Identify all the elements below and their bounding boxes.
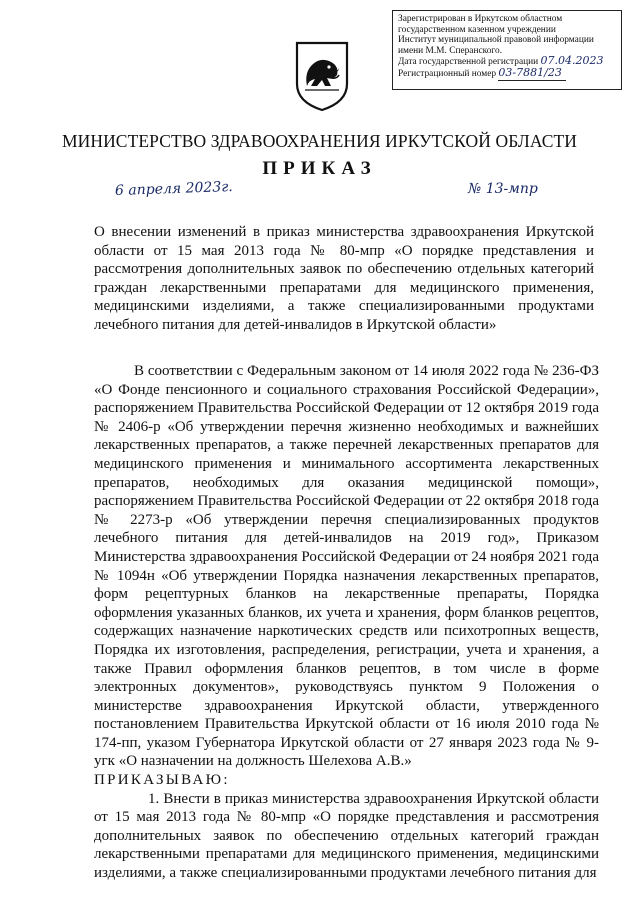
stamp-line: Зарегистрирован в Иркутском областном	[398, 14, 563, 24]
stamp-line: государственном казенном учреждении	[398, 24, 556, 35]
preamble-paragraph: В соответствии с Федеральным законом от 14 июля 2022 года № 236-ФЗ «О Фонде пенсионного и социального страхования Российской Федерации», распоряжением Правительства Российской Федерации от 12 октября 2019 года № 2406-р «Об утверждении перечня жизненно необходимых и важнейших лекарственных препаратов, а также перечней лекарственных препаратов для медицинского применения и минимального ассортимента лекарственных препаратов, необходимых для оказания медицинской помощи», распоряжением Правительства Российской Федерации от 22 октября 2018 года № 2273-р «Об утверждении перечня специализированных продуктов лечебного питания для детей-инвалидов на 2019 год», Приказом Министерства здравоохранения Российской Федерации от 24 ноября 2021 года № 1094н «Об утверждении Порядка назначения лекарственных препаратов, форм рецептурных бланков на лекарственные препараты, Порядка оформления указанных бланков, их учета и хранения, форм бланков рецептов, содержащих назначение наркотических средств или психотропных веществ, Порядка их изготовления, распределения, регистрации, учета и хранения, а также Правил оформления бланков рецептов, в том числе в форме электронных документов», руководствуясь пунктом 9 Положения о министерстве здравоохранения Иркутской области, утвержденного постановлением Правительства Иркутской области от 16 июля 2010 года № 174-пп, указом Губернатора Иркутской области от 27 января 2023 года № 9-угк «О назначении на должность Шелехова А.В.»	[94, 363, 599, 770]
document-title: ПРИКАЗ	[262, 158, 377, 179]
stamp-number-row	[398, 65, 616, 81]
registration-stamp	[392, 10, 622, 90]
stamp-line: имени М.М. Сперанского.	[398, 45, 503, 56]
order-subject: О внесении изменений в приказ министерства здравоохранения Иркутской области от 15 мая 2013 года № 80-мпр «О порядке представления и рассмотрения дополнительных заявок по обеспечению отдельных категорий граждан лекарственными препаратами для медицинского применения, медицинскими изделиями, а также специализированными продуктами лечебного питания для детей-инвалидов в Иркутской области»	[94, 224, 594, 333]
stamp-date-label: Дата государственной регистрации	[398, 57, 539, 68]
stamp-line: Институт муниципальной правовой информации	[398, 35, 594, 46]
stamp-date-value: 07.04.2023	[540, 54, 604, 68]
order-word: ПРИКАЗЫВАЮ:	[94, 772, 230, 789]
stamp-number-label: Регистрационный номер	[398, 68, 497, 79]
ministry-heading: МИНИСТЕРСТВО ЗДРАВООХРАНЕНИЯ ИРКУТСКОЙ ОБЛАСТИ	[61, 131, 578, 151]
handwritten-order-number: № 13-мпр	[468, 181, 538, 197]
coat-of-arms-icon	[293, 40, 351, 112]
handwritten-date: 6 апреля 2023г.	[114, 178, 234, 200]
order-body	[94, 362, 599, 883]
order-item-1: 1. Внести в приказ министерства здравоохранения Иркутской области от 15 мая 2013 года № 80-мпр «О порядке представления и рассмотрения дополнительных заявок по обеспечению отдельных категорий граждан лекарственными препаратами для медицинского применения, медицинскими изделиями, а также специализированными продуктами лечебного питания для	[94, 790, 599, 882]
stamp-number-value: 03-7881/23	[498, 65, 562, 79]
